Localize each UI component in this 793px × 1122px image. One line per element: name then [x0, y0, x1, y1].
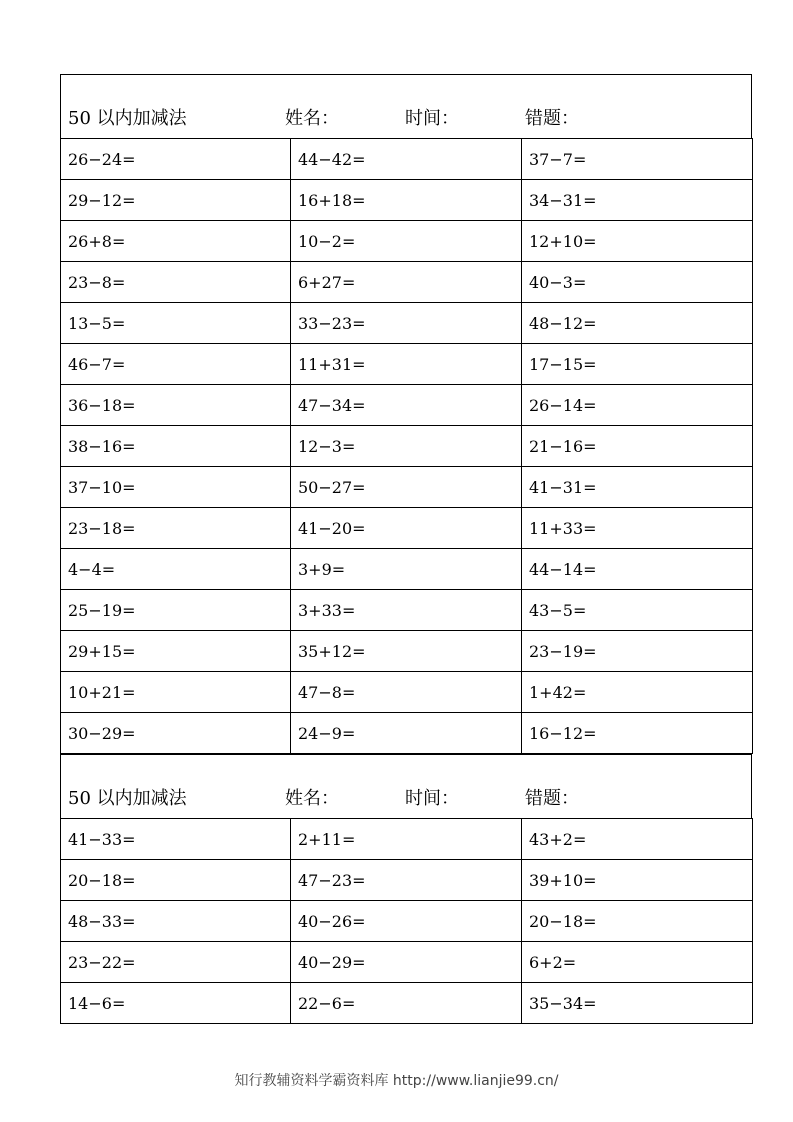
problem-cell: 37−7=	[522, 139, 753, 180]
problem-cell: 41−33=	[61, 819, 291, 860]
problem-cell: 34−31=	[522, 180, 753, 221]
errors-label: 错题：	[525, 788, 579, 809]
problem-table-body	[61, 139, 753, 754]
table-row	[61, 385, 753, 426]
problem-cell: 3+9=	[291, 549, 522, 590]
table-row	[61, 426, 753, 467]
problem-cell: 13−5=	[61, 303, 291, 344]
table-row	[61, 860, 753, 901]
table-row	[61, 590, 753, 631]
problem-cell: 11+31=	[291, 344, 522, 385]
problem-cell: 25−19=	[61, 590, 291, 631]
problem-cell: 4−4=	[61, 549, 291, 590]
problem-cell: 12−3=	[291, 426, 522, 467]
problem-cell: 48−12=	[522, 303, 753, 344]
problem-cell: 11+33=	[522, 508, 753, 549]
problem-cell: 22−6=	[291, 983, 522, 1024]
problem-cell: 6+2=	[522, 942, 753, 983]
problem-cell: 41−20=	[291, 508, 522, 549]
problem-cell: 47−34=	[291, 385, 522, 426]
problem-cell: 40−29=	[291, 942, 522, 983]
problem-cell: 39+10=	[522, 860, 753, 901]
problem-cell: 29−12=	[61, 180, 291, 221]
problem-cell: 38−16=	[61, 426, 291, 467]
table-row	[61, 549, 753, 590]
problem-cell: 43+2=	[522, 819, 753, 860]
problem-cell: 14−6=	[61, 983, 291, 1024]
problem-cell: 17−15=	[522, 344, 753, 385]
problem-cell: 12+10=	[522, 221, 753, 262]
problem-cell: 23−22=	[61, 942, 291, 983]
problem-cell: 20−18=	[522, 901, 753, 942]
problem-cell: 44−42=	[291, 139, 522, 180]
table-row	[61, 942, 753, 983]
problem-cell: 20−18=	[61, 860, 291, 901]
problem-cell: 26+8=	[61, 221, 291, 262]
problem-cell: 46−7=	[61, 344, 291, 385]
table-row	[61, 631, 753, 672]
time-label: 时间：	[405, 108, 459, 129]
problem-cell: 26−14=	[522, 385, 753, 426]
table-row	[61, 672, 753, 713]
errors-label: 错题：	[525, 108, 579, 129]
name-label: 姓名：	[285, 108, 339, 129]
time-label: 时间：	[405, 788, 459, 809]
problem-cell: 23−8=	[61, 262, 291, 303]
problem-cell: 30−29=	[61, 713, 291, 754]
problem-cell: 23−18=	[61, 508, 291, 549]
worksheet-section-1	[60, 74, 752, 754]
problem-table	[60, 818, 753, 1024]
worksheet-header	[60, 74, 752, 138]
problem-cell: 1+42=	[522, 672, 753, 713]
problem-cell: 48−33=	[61, 901, 291, 942]
footer-watermark: 知行教辅资料学霸资料库 http://www.lianjie99.cn/	[234, 1073, 559, 1089]
problem-cell: 16−12=	[522, 713, 753, 754]
problem-cell: 26−24=	[61, 139, 291, 180]
problem-cell: 24−9=	[291, 713, 522, 754]
problem-cell: 21−16=	[522, 426, 753, 467]
problem-cell: 35+12=	[291, 631, 522, 672]
table-row	[61, 262, 753, 303]
problem-cell: 43−5=	[522, 590, 753, 631]
problem-cell: 47−23=	[291, 860, 522, 901]
problem-cell: 47−8=	[291, 672, 522, 713]
problem-cell: 33−23=	[291, 303, 522, 344]
problem-cell: 2+11=	[291, 819, 522, 860]
table-row	[61, 139, 753, 180]
problem-cell: 40−3=	[522, 262, 753, 303]
problem-cell: 23−19=	[522, 631, 753, 672]
problem-cell: 36−18=	[61, 385, 291, 426]
problem-cell: 35−34=	[522, 983, 753, 1024]
problem-table	[60, 138, 753, 754]
table-row	[61, 713, 753, 754]
table-row	[61, 344, 753, 385]
name-label: 姓名：	[285, 788, 339, 809]
worksheet-title: 50 以内加减法	[68, 108, 187, 129]
table-row	[61, 467, 753, 508]
problem-cell: 3+33=	[291, 590, 522, 631]
problem-cell: 50−27=	[291, 467, 522, 508]
table-row	[61, 221, 753, 262]
table-row	[61, 303, 753, 344]
table-row	[61, 819, 753, 860]
table-row	[61, 508, 753, 549]
worksheet-title: 50 以内加减法	[68, 788, 187, 809]
table-row	[61, 983, 753, 1024]
problem-cell: 40−26=	[291, 901, 522, 942]
worksheet-page	[60, 74, 752, 1024]
problem-cell: 6+27=	[291, 262, 522, 303]
worksheet-section-2	[60, 754, 752, 1024]
table-row	[61, 901, 753, 942]
problem-cell: 41−31=	[522, 467, 753, 508]
table-row	[61, 180, 753, 221]
problem-table-body	[61, 819, 753, 1024]
problem-cell: 29+15=	[61, 631, 291, 672]
problem-cell: 37−10=	[61, 467, 291, 508]
problem-cell: 10−2=	[291, 221, 522, 262]
problem-cell: 10+21=	[61, 672, 291, 713]
worksheet-header	[60, 754, 752, 818]
problem-cell: 44−14=	[522, 549, 753, 590]
problem-cell: 16+18=	[291, 180, 522, 221]
